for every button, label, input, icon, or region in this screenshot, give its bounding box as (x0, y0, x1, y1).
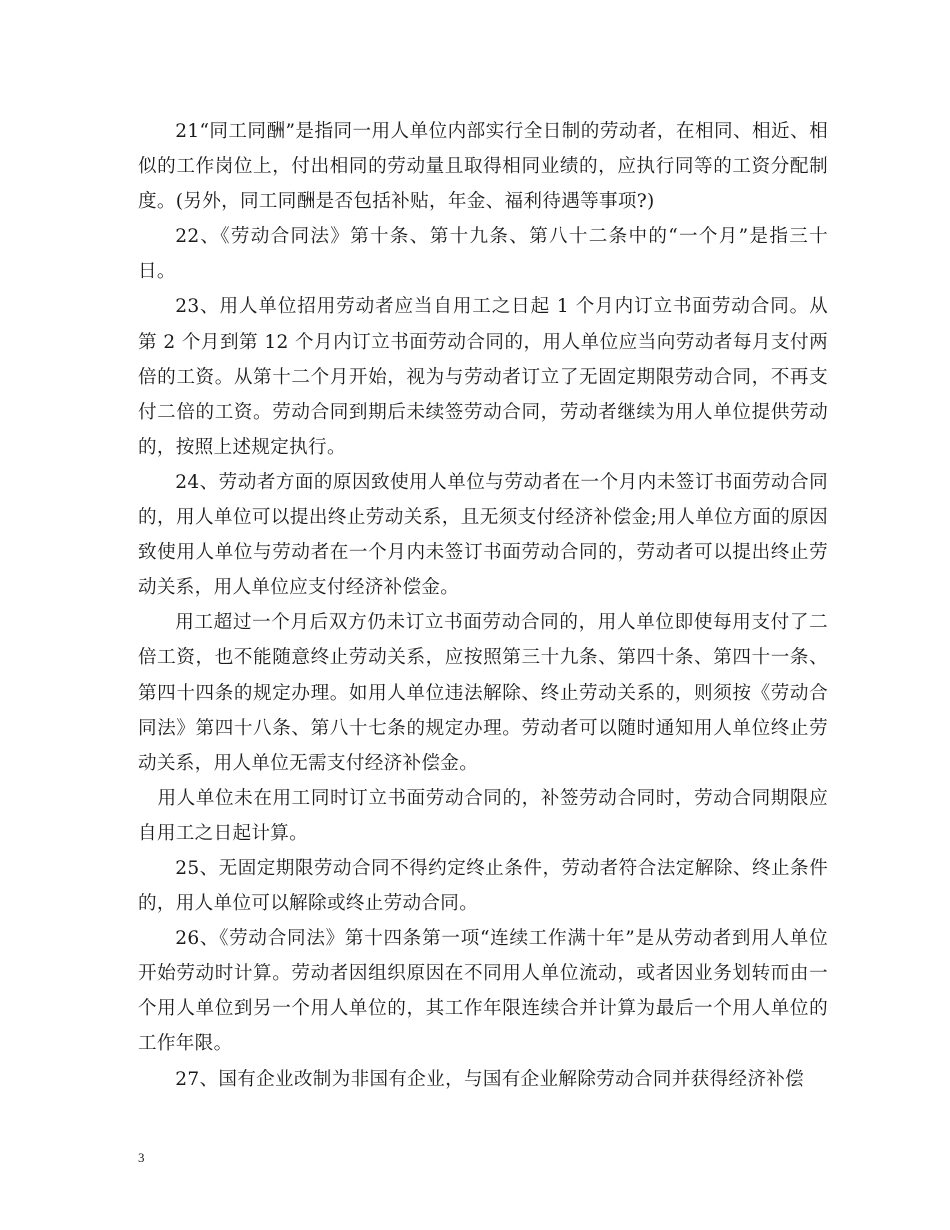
paragraph-26: 26、《劳动合同法》第十四条第一项“连续工作满十年”是从劳动者到用人单位开始劳动时计算。劳动者因组织原因在不同用人单位流动，或者因业务划转而由一个用人单位到另一个用人单位的，其工作年限连续合并计算为最后一个用人单位的工作年限。 (138, 928, 828, 1055)
paragraph-22: 22、《劳动合同法》第十条、第十九条、第八十二条中的“一个月”是指三十日。 (138, 226, 828, 283)
paragraph-27: 27、国有企业改制为非国有企业，与国有企业解除劳动合同并获得经济补偿 (175, 1068, 805, 1090)
paragraph-24-note: 用人单位未在用工同时订立书面劳动合同的，补签劳动合同时，劳动合同期限应自用工之日起计算。 (138, 787, 828, 844)
page-number: 3 (138, 1150, 145, 1165)
paragraph-25: 25、无固定期限劳动合同不得约定终止条件，劳动者符合法定解除、终止条件的，用人单位可以解除或终止劳动合同。 (138, 857, 828, 915)
paragraph-21: 21“同工同酬”是指同一用人单位内部实行全日制的劳动者，在相同、相近、相似的工作岗位上，付出相同的劳动量且取得相同业绩的，应执行同等的工资分配制度。(另外，同工同酬是否包括补贴，年金、福利待遇等事项?) (138, 121, 828, 213)
document-body (138, 114, 828, 1097)
paragraph-24-continued: 用工超过一个月后双方仍未订立书面劳动合同的，用人单位即使每用支付了二倍工资，也不能随意终止劳动关系，应按照第三十九条、第四十条、第四十一条、第四十四条的规定办理。如用人单位违法解除、终止劳动关系的，则须按《劳动合同法》第四十八条、第八十七条的规定办理。劳动者可以随时通知用人单位终止劳动关系，用人单位无需支付经济补偿金。 (138, 612, 828, 774)
paragraph-23: 23、用人单位招用劳动者应当自用工之日起 1 个月内订立书面劳动合同。从第 2 个月到第 12 个月内订立书面劳动合同的，用人单位应当向劳动者每月支付两倍的工资。从第十二个月开始，视为与劳动者订立了无固定期限劳动合同，不再支付二倍的工资。劳动合同到期后未续签劳动合同，劳动者继续为用人单位提供劳动的，按照上述规定执行。 (138, 296, 828, 458)
paragraph-24: 24、劳动者方面的原因致使用人单位与劳动者在一个月内未签订书面劳动合同的，用人单位可以提出终止劳动关系，且无须支付经济补偿金;用人单位方面的原因致使用人单位与劳动者在一个月内未签订书面劳动合同的，劳动者可以提出终止劳动关系，用人单位应支付经济补偿金。 (138, 471, 828, 599)
